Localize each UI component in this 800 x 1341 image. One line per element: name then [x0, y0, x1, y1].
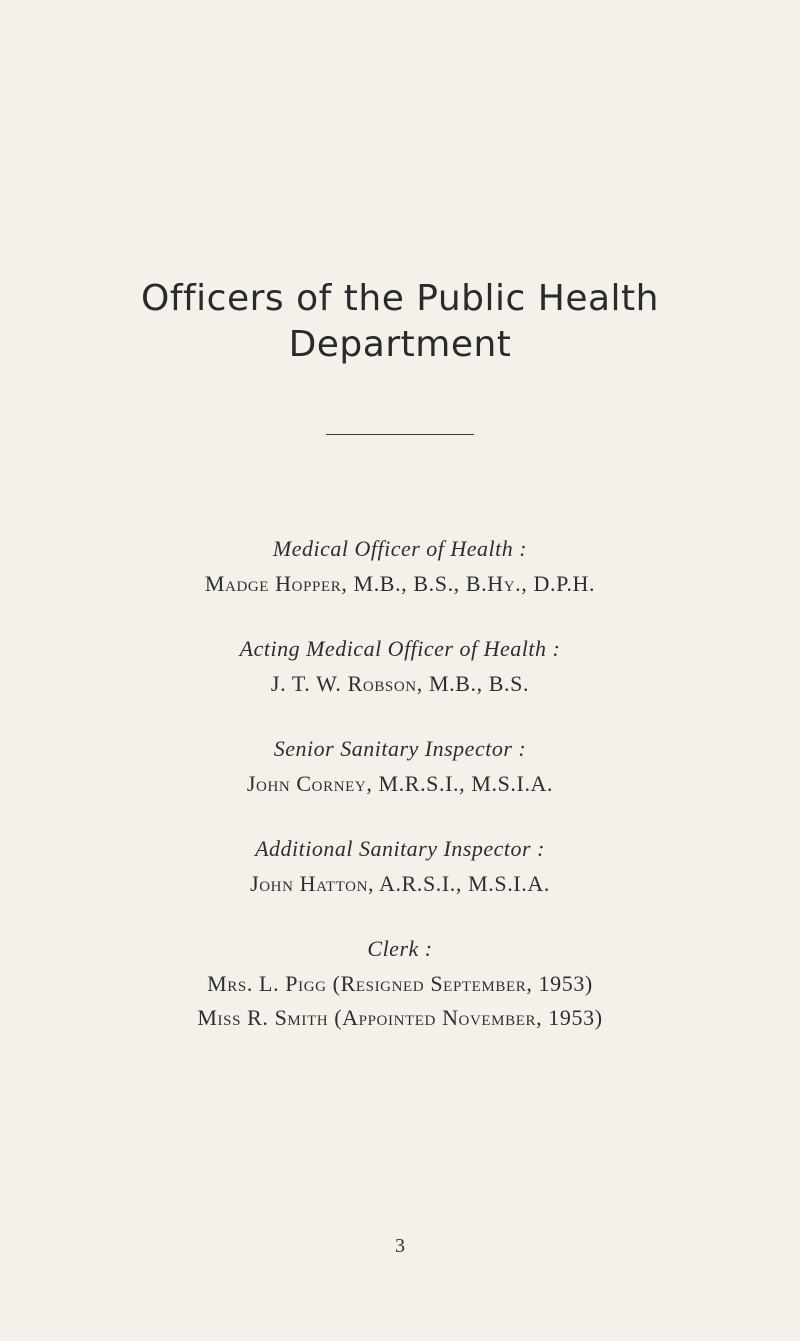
page-title-line-2: Department [288, 324, 512, 365]
officer-role: Medical Officer of Health : [272, 536, 528, 561]
officer-role: Senior Sanitary Inspector : [273, 736, 527, 761]
officer-name: Madge Hopper, M.B., B.S., B.Hy., D.P.H. [204, 571, 596, 596]
officer-entry-senior-sanitary-inspector [0, 735, 800, 799]
page-title-line-1: Officers of the Public Health [141, 278, 659, 319]
officer-name: John Corney, M.R.S.I., M.S.I.A. [246, 771, 554, 796]
officer-entry-additional-sanitary-inspector [0, 835, 800, 899]
officer-role: Clerk : [367, 936, 433, 961]
officer-name: Miss R. Smith (Appointed November, 1953) [197, 1005, 603, 1030]
officer-role: Additional Sanitary Inspector : [255, 836, 545, 861]
officer-entry-medical-officer [0, 535, 800, 599]
officer-name: J. T. W. Robson, M.B., B.S. [270, 671, 530, 696]
officer-entry-clerk [0, 935, 800, 1033]
page-title [0, 276, 800, 368]
officer-name: John Hatton, A.R.S.I., M.S.I.A. [250, 871, 550, 896]
page-number: 3 [395, 1235, 405, 1257]
title-divider [326, 434, 474, 435]
officer-name: Mrs. L. Pigg (Resigned September, 1953) [207, 971, 593, 996]
officer-role: Acting Medical Officer of Health : [239, 636, 561, 661]
officer-entry-acting-medical-officer [0, 635, 800, 699]
